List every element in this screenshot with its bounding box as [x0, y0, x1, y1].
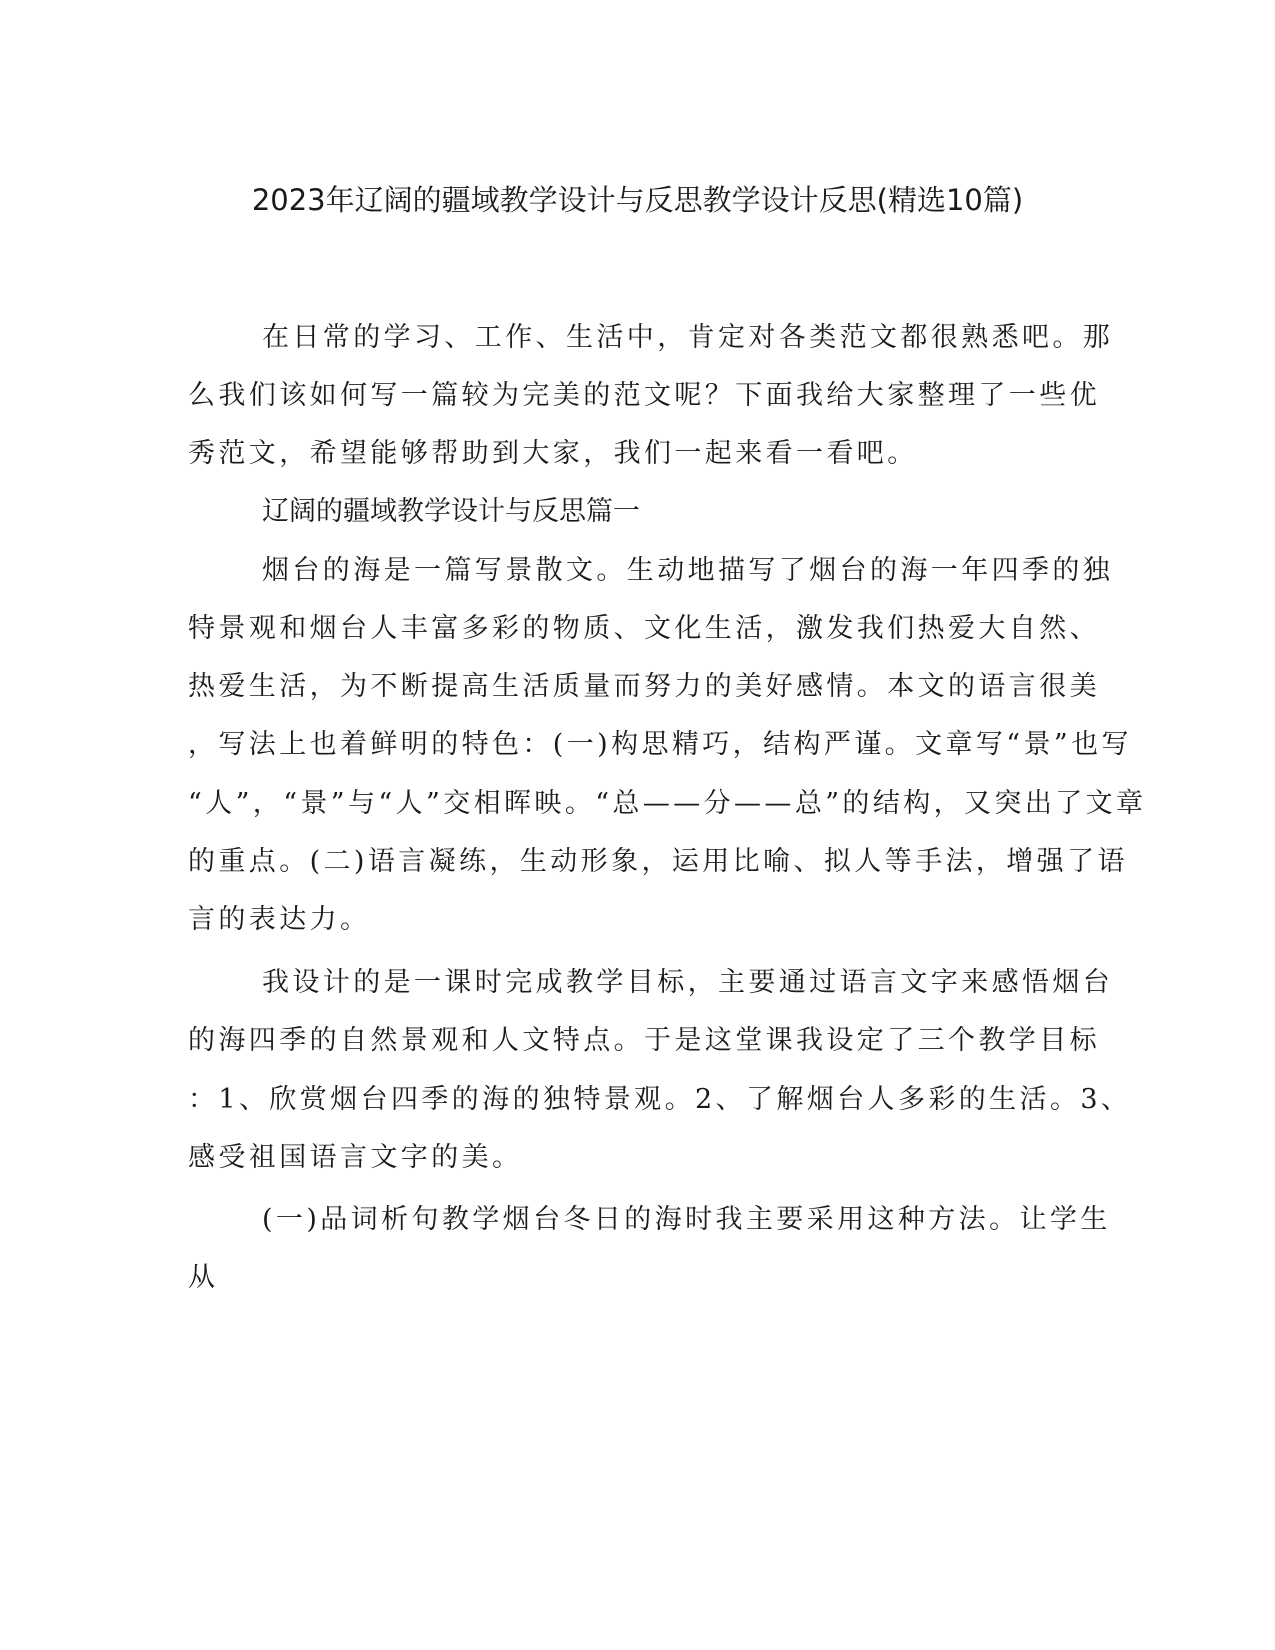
section-heading: 辽阔的疆域教学设计与反思篇一: [262, 496, 640, 527]
paragraph-line: “人”，“景”与“人”交相晖映。“总——分——总”的结构，又突出了文章: [188, 788, 1147, 819]
paragraph-line: 的海四季的自然景观和人文特点。于是这堂课我设定了三个教学目标: [188, 1025, 1100, 1056]
paragraph-line: 从: [188, 1262, 219, 1293]
document-title: 2023年辽阔的疆域教学设计与反思教学设计反思(精选10篇): [251, 183, 1024, 217]
paragraph-line: 烟台的海是一篇写景散文。生动地描写了烟台的海一年四季的独: [262, 555, 1114, 586]
paragraph-line: (一)品词析句教学烟台冬日的海时我主要采用这种方法。让学生: [262, 1204, 1111, 1235]
paragraph-line: ：1、欣赏烟台四季的海的独特景观。2、了解烟台人多彩的生活。3、: [188, 1084, 1132, 1115]
paragraph-line: 言的表达力。: [188, 904, 371, 935]
paragraph-line: 特景观和烟台人丰富多彩的物质、文化生活，激发我们热爱大自然、: [188, 613, 1100, 644]
paragraph-line: 的重点。(二)语言凝练，生动形象，运用比喻、拟人等手法，增强了语: [188, 846, 1128, 877]
paragraph-line: 在日常的学习、工作、生活中，肯定对各类范文都很熟悉吧。那: [262, 322, 1114, 353]
paragraph-line: 么我们该如何写一篇较为完美的范文呢？下面我给大家整理了一些优: [188, 380, 1100, 411]
paragraph-line: 热爱生活，为不断提高生活质量而努力的美好感情。本文的语言很美: [188, 671, 1100, 702]
paragraph-line: 秀范文，希望能够帮助到大家，我们一起来看一看吧。: [188, 438, 918, 469]
paragraph-line: ，写法上也着鲜明的特色：(一)构思精巧，结构严谨。文章写“景”也写: [188, 729, 1132, 760]
paragraph-line: 感受祖国语言文字的美。: [188, 1142, 523, 1173]
paragraph-line: 我设计的是一课时完成教学目标，主要通过语言文字来感悟烟台: [262, 967, 1114, 998]
